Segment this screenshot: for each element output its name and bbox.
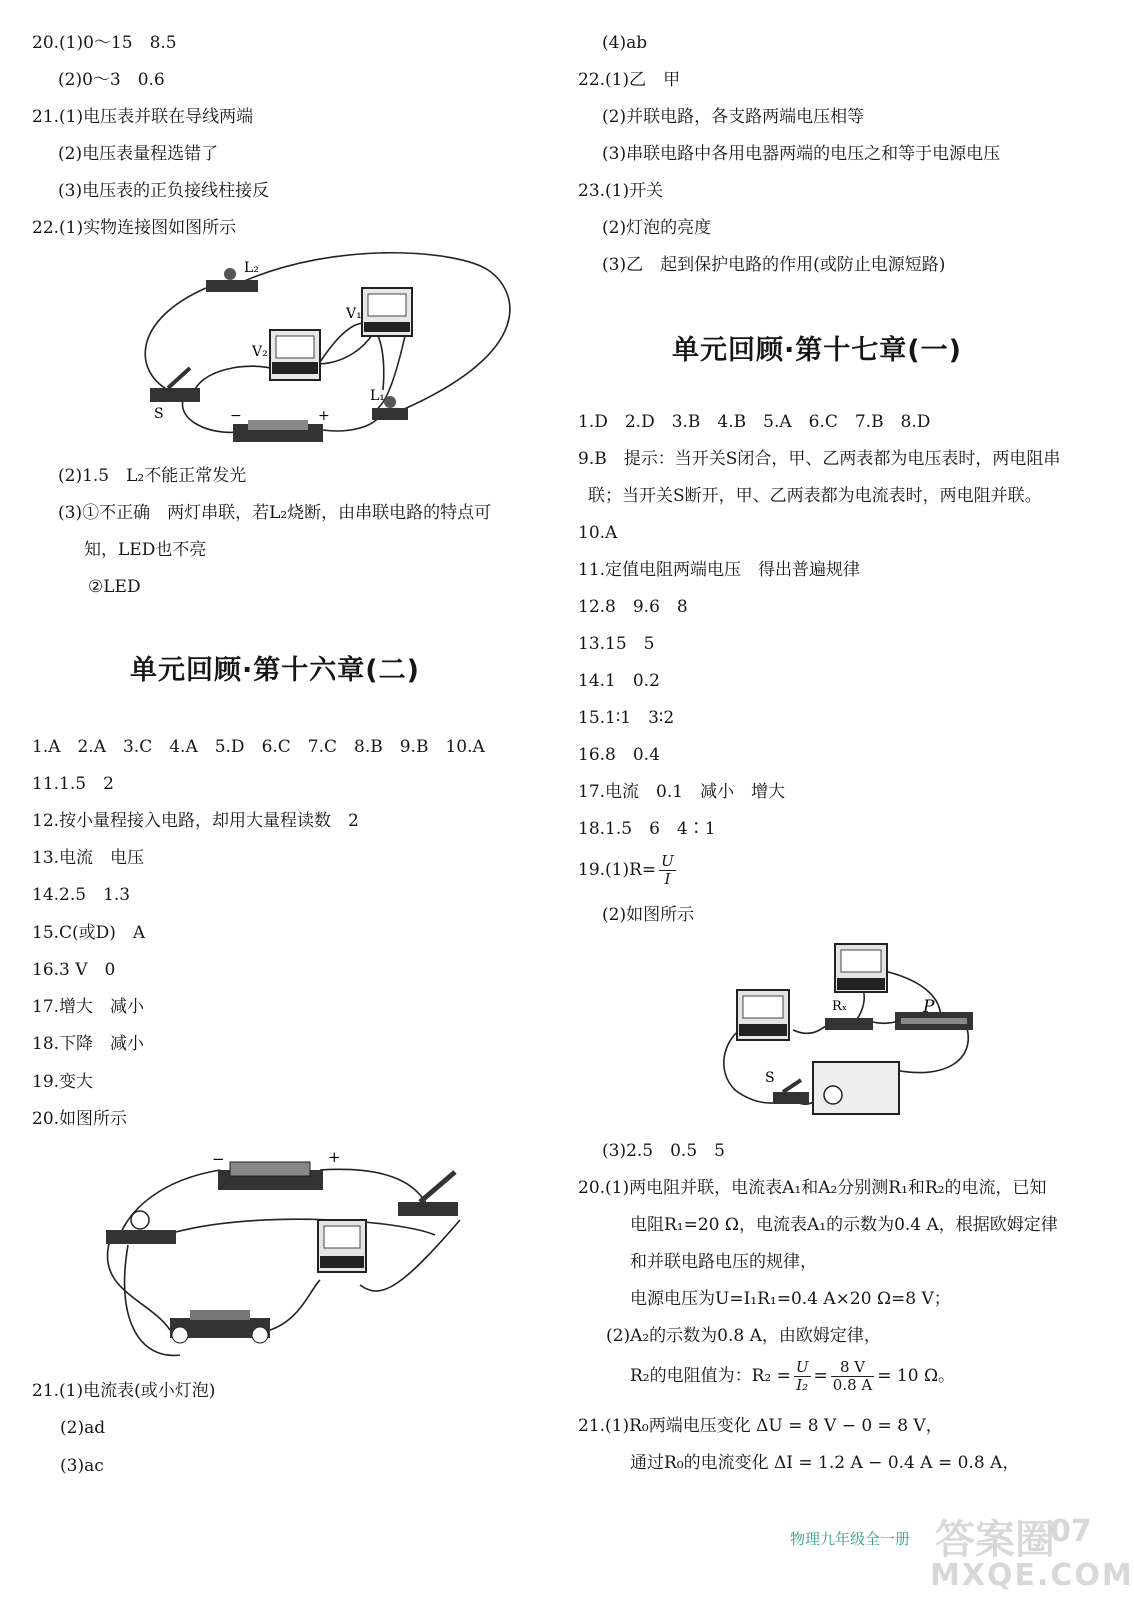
page-footer: 物理九年级全一册: [790, 1530, 911, 1548]
label-P: P: [923, 997, 935, 1017]
formula-numerator: U: [661, 852, 674, 870]
answer-21-2: (2)电压表量程选错了: [58, 144, 219, 164]
answer-23-3: (3)乙 起到保护电路的作用(或防止电源短路): [602, 255, 946, 275]
c17-answer-21-2: 通过R₀的电流变化 ΔI = 1.2 A − 0.4 A = 0.8 A，: [630, 1453, 1020, 1473]
c16-answer-20: 20.如图所示: [32, 1109, 128, 1129]
c16-answer-16: 16.3 V 0: [32, 960, 116, 980]
answer-20-1: 20.(1)0～15 8.5: [32, 33, 177, 53]
label-V1: V₁: [346, 306, 362, 322]
c17-answer-21-1: 21.(1)R₀两端电压变化 ΔU = 8 V − 0 = 8 V，: [578, 1416, 943, 1436]
answer-21-1: 21.(1)电压表并联在导线两端: [32, 107, 254, 127]
c17-answer-12: 12.8 9.6 8: [578, 597, 688, 617]
circuit-diagram-1: [138, 250, 548, 455]
answer-22-1-right: 22.(1)乙 甲: [578, 70, 681, 90]
c17-answer-9a: 9.B 提示：当开关S闭合，甲、乙两表都为电压表时，两电阻串: [578, 449, 1061, 469]
c17-answer-14: 14.1 0.2: [578, 671, 660, 691]
c16-answer-14: 14.2.5 1.3: [32, 885, 131, 905]
d2-label-minus: −: [212, 1150, 225, 1168]
c17-answer-15: 15.1∶1 3∶2: [578, 708, 675, 728]
c17-answer-16: 16.8 0.4: [578, 745, 660, 765]
answer-22-2-right: (2)并联电路，各支路两端电压相等: [602, 107, 865, 127]
chapter17-title: 单元回顾·第十七章(一): [672, 335, 962, 366]
answer-21-3: (3)电压表的正负接线柱接反: [58, 181, 270, 201]
chapter16-title: 单元回顾·第十六章(二): [130, 655, 420, 686]
answer-20-2: (2)0～3 0.6: [58, 70, 165, 90]
answer-21-4: (4)ab: [602, 33, 648, 53]
answer-22-1: 22.(1)实物连接图如图所示: [32, 218, 237, 238]
c16-answer-21-3: (3)ac: [60, 1456, 104, 1476]
c17-answer-18: 18.1.5 6 4∶1: [578, 819, 716, 839]
c17-answer-20-4: 电源电压为U=I₁R₁=0.4 A×20 Ω=8 V；: [630, 1289, 951, 1309]
r2-fraction-1: [794, 1359, 811, 1394]
c16-answer-21-2: (2)ad: [60, 1418, 106, 1438]
formula-denominator: I: [664, 870, 671, 888]
c17-answer-19-2: (2)如图所示: [602, 905, 695, 925]
c16-answer-18: 18.下降 减小: [32, 1034, 145, 1054]
c17-answer-11: 11.定值电阻两端电压 得出普遍规律: [578, 560, 861, 580]
watermark-site: MXQE.COM: [930, 1558, 1134, 1593]
formula-prefix: 19.(1)R=: [578, 860, 657, 880]
r2-denominator-2: 0.8 A: [832, 1376, 873, 1394]
r2-denominator-1: I₂: [796, 1376, 809, 1394]
c16-answer-21-1: 21.(1)电流表(或小灯泡): [32, 1381, 216, 1401]
c17-answer-20-3: 和并联电路电压的规律，: [630, 1252, 817, 1272]
answer-23-1: 23.(1)开关: [578, 181, 664, 201]
answer-23-2: (2)灯泡的亮度: [602, 218, 712, 238]
c17-answer-17: 17.电流 0.1 减小 增大: [578, 782, 786, 802]
answer-22-3-right: (3)串联电路中各用电器两端的电压之和等于电源电压: [602, 144, 1001, 164]
r2-prefix: R₂的电阻值为：R₂ =: [630, 1366, 791, 1386]
c16-answer-17: 17.增大 减小: [32, 997, 145, 1017]
r2-numerator-1: U: [795, 1358, 809, 1376]
d3-label-S: S: [765, 1070, 775, 1086]
watermark-brand: 答案圈: [935, 1517, 1055, 1563]
c17-answer-20-6: [630, 1356, 955, 1396]
c17-answer-20-5: (2)A₂的示数为0.8 A，由欧姆定律，: [606, 1326, 881, 1346]
c17-answer-10: 10.A: [578, 523, 618, 543]
c17-answer-13: 13.15 5: [578, 634, 655, 654]
r2-result: = 10 Ω。: [877, 1366, 956, 1386]
label-minus: −: [230, 408, 242, 424]
answer-22-3a: (3)①不正确 两灯串联，若L₂烧断，由串联电路的特点可: [58, 503, 492, 523]
c16-answer-1-10: 1.A 2.A 3.C 4.A 5.D 6.C 7.C 8.B 9.B 10.A: [32, 737, 485, 757]
circuit-diagram-2: [100, 1140, 480, 1375]
c16-answer-13: 13.电流 电压: [32, 848, 145, 868]
answer-22-3c: ②LED: [88, 577, 141, 597]
c16-answer-11: 11.1.5 2: [32, 774, 114, 794]
r2-numerator-2: 8 V: [831, 1359, 874, 1377]
label-L1: L₁: [370, 388, 385, 404]
c16-answer-19: 19.变大: [32, 1072, 94, 1092]
watermark-page: 07: [1050, 1514, 1092, 1549]
r2-fraction-2: [831, 1359, 874, 1394]
c17-answer-9b: 联；当开关S断开，甲、乙两表都为电流表时，两电阻并联。: [588, 486, 1042, 506]
label-S: S: [154, 406, 164, 422]
r2-equals: =: [813, 1366, 828, 1386]
c17-answer-20-1: 20.(1)两电阻并联，电流表A₁和A₂分别测R₁和R₂的电流，已知: [578, 1178, 1047, 1198]
label-plus: +: [318, 408, 330, 424]
c16-answer-12: 12.按小量程接入电路，却用大量程读数 2: [32, 811, 359, 831]
c17-answer-19-3: (3)2.5 0.5 5: [602, 1141, 725, 1161]
answer-22-3b: 知，LED也不亮: [84, 540, 207, 560]
label-Rx: Rₓ: [832, 999, 848, 1014]
c17-answer-19-1: [578, 850, 679, 890]
formula-fraction: [659, 853, 676, 888]
label-L2: L₂: [244, 260, 259, 276]
d2-label-plus: +: [328, 1148, 341, 1166]
c16-answer-15: 15.C(或D) A: [32, 923, 146, 943]
label-V2: V₂: [252, 344, 268, 360]
answer-22-2: (2)1.5 L₂不能正常发光: [58, 466, 247, 486]
c17-answer-20-2: 电阻R₁=20 Ω，电流表A₁的示数为0.4 A，根据欧姆定律: [630, 1215, 1058, 1235]
c17-answer-1-8: 1.D 2.D 3.B 4.B 5.A 6.C 7.B 8.D: [578, 412, 931, 432]
circuit-diagram-3: [705, 940, 995, 1125]
